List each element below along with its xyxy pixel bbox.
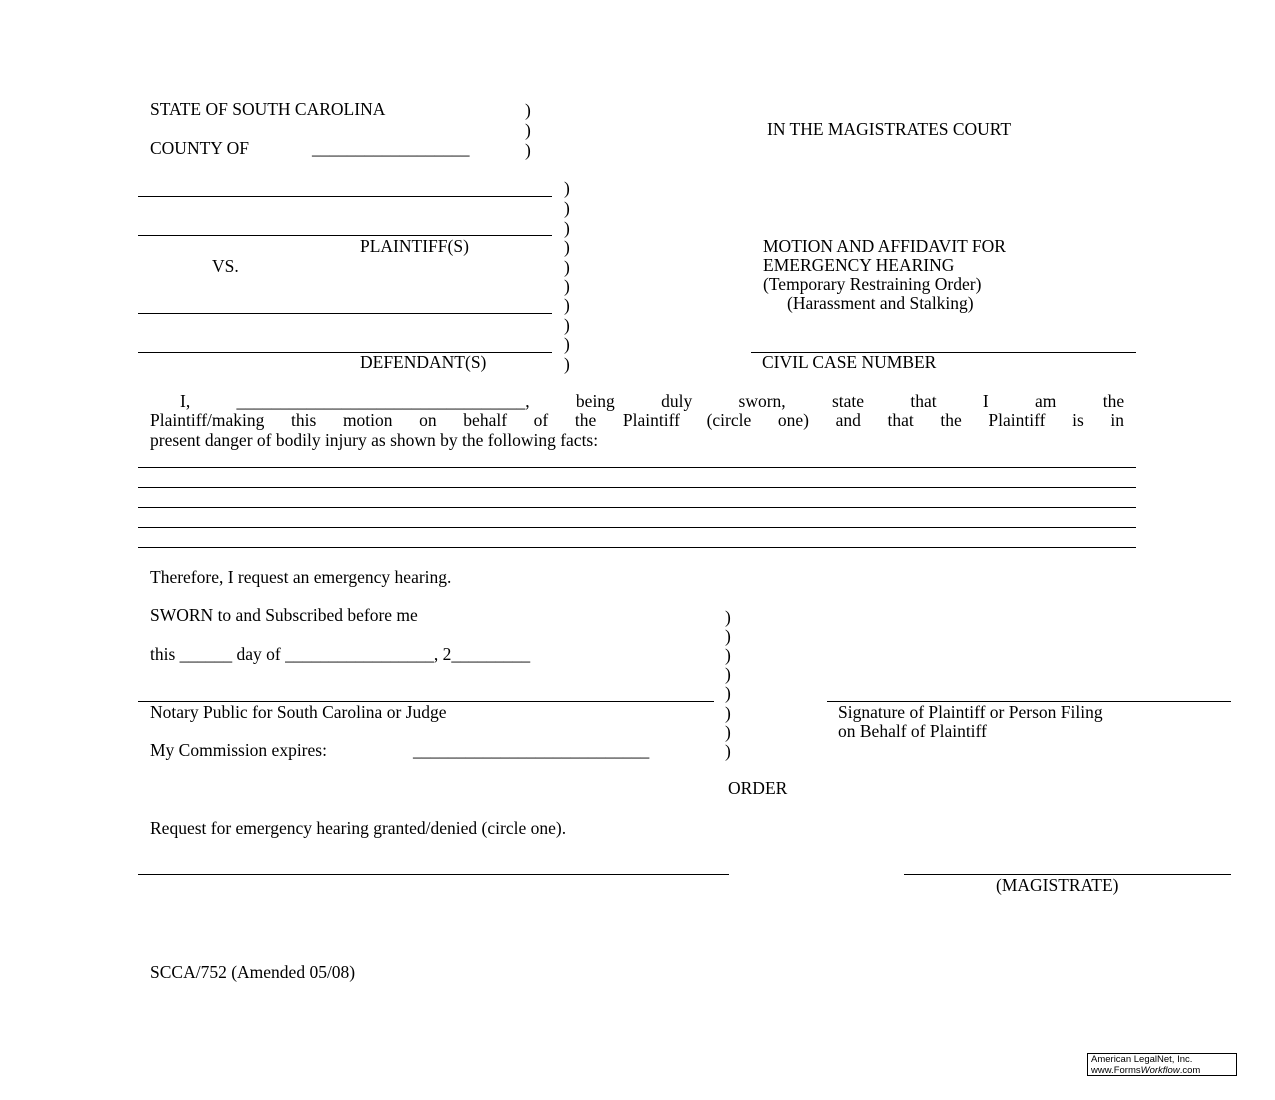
sworn-label: SWORN to and Subscribed before me	[150, 605, 418, 625]
affiant-name-blank[interactable]: _________________________________,	[236, 391, 530, 411]
commission-blank[interactable]: ___________________________	[413, 740, 650, 760]
form-id: SCCA/752 (Amended 05/08)	[150, 962, 356, 982]
affidavit-word: state	[831, 391, 865, 411]
affidavit-i: I,	[180, 391, 191, 411]
affidavit-word: duly	[661, 391, 693, 411]
notary-label: Notary Public for South Carolina or Judge	[150, 702, 447, 722]
facts-line[interactable]	[138, 507, 1136, 508]
paren: )	[564, 276, 570, 296]
paren: )	[725, 664, 731, 684]
affidavit-word: sworn,	[738, 391, 786, 411]
plaintiff-line-1[interactable]	[138, 196, 552, 197]
facts-line[interactable]	[138, 547, 1136, 548]
county-label: COUNTY OF	[150, 138, 250, 158]
affidavit-line-1	[150, 391, 1124, 411]
publisher-name: American LegalNet, Inc.	[1091, 1054, 1193, 1065]
signature-label-1: Signature of Plaintiff or Person Filing	[838, 702, 1103, 722]
paren: )	[564, 198, 570, 218]
paren: )	[525, 100, 531, 120]
paren: )	[725, 626, 731, 646]
commission-label: My Commission expires:	[150, 740, 327, 760]
title-line-2: EMERGENCY HEARING	[763, 255, 955, 275]
paren: )	[564, 237, 570, 257]
affidavit-word: being	[575, 391, 615, 411]
court-label: IN THE MAGISTRATES COURT	[767, 119, 1012, 139]
order-text: Request for emergency hearing granted/denied (circle one).	[150, 818, 567, 838]
magistrate-label: (MAGISTRATE)	[996, 875, 1119, 895]
defendant-line-1[interactable]	[138, 313, 552, 314]
this-day-line[interactable]: this ______ day of _________________, 2_________	[150, 644, 531, 664]
request-text: Therefore, I request an emergency hearing.	[150, 567, 452, 587]
affidavit-word: that	[910, 391, 937, 411]
paren: )	[525, 120, 531, 140]
paren: )	[564, 178, 570, 198]
paren: )	[725, 683, 731, 703]
defendant-line-2[interactable]	[138, 352, 552, 353]
plaintiff-label: PLAINTIFF(S)	[360, 236, 469, 256]
facts-line[interactable]	[138, 487, 1136, 488]
paren: )	[725, 741, 731, 761]
affidavit-line-3: present danger of bodily injury as shown by the following facts:	[150, 430, 599, 450]
paren: )	[564, 295, 570, 315]
publisher-url: www.FormsWorkflow.com	[1091, 1064, 1201, 1076]
title-line-1: MOTION AND AFFIDAVIT FOR	[763, 236, 1006, 256]
facts-line[interactable]	[138, 467, 1136, 468]
paren: )	[564, 257, 570, 277]
affidavit-word: I	[982, 391, 989, 411]
title-line-4: (Harassment and Stalking)	[787, 293, 974, 313]
defendant-label: DEFENDANT(S)	[360, 352, 487, 372]
affidavit-word: the	[1102, 391, 1125, 411]
paren: )	[564, 218, 570, 238]
affidavit-line-2: Plaintiff/making this motion on behalf of the Plaintiff (circle one) and that the Plaintiff is in	[150, 410, 1124, 430]
state-label: STATE OF SOUTH CAROLINA	[150, 99, 386, 119]
paren: )	[564, 315, 570, 335]
title-line-3: (Temporary Restraining Order)	[763, 274, 982, 294]
signature-label-2: on Behalf of Plaintiff	[838, 721, 987, 741]
plaintiff-line-2[interactable]	[138, 235, 552, 236]
paren: )	[564, 334, 570, 354]
paren: )	[725, 722, 731, 742]
affidavit-word: am	[1035, 391, 1057, 411]
paren: )	[725, 607, 731, 627]
vs-label: VS.	[212, 256, 239, 276]
case-number-label: CIVIL CASE NUMBER	[762, 352, 937, 372]
order-date-line[interactable]	[138, 874, 729, 875]
paren: )	[725, 645, 731, 665]
county-blank[interactable]: __________________	[312, 138, 470, 158]
publisher-stamp[interactable]	[1087, 1053, 1237, 1076]
order-heading: ORDER	[728, 778, 788, 798]
paren: )	[725, 703, 731, 723]
paren: )	[564, 354, 570, 374]
paren: )	[525, 140, 531, 160]
facts-line[interactable]	[138, 527, 1136, 528]
